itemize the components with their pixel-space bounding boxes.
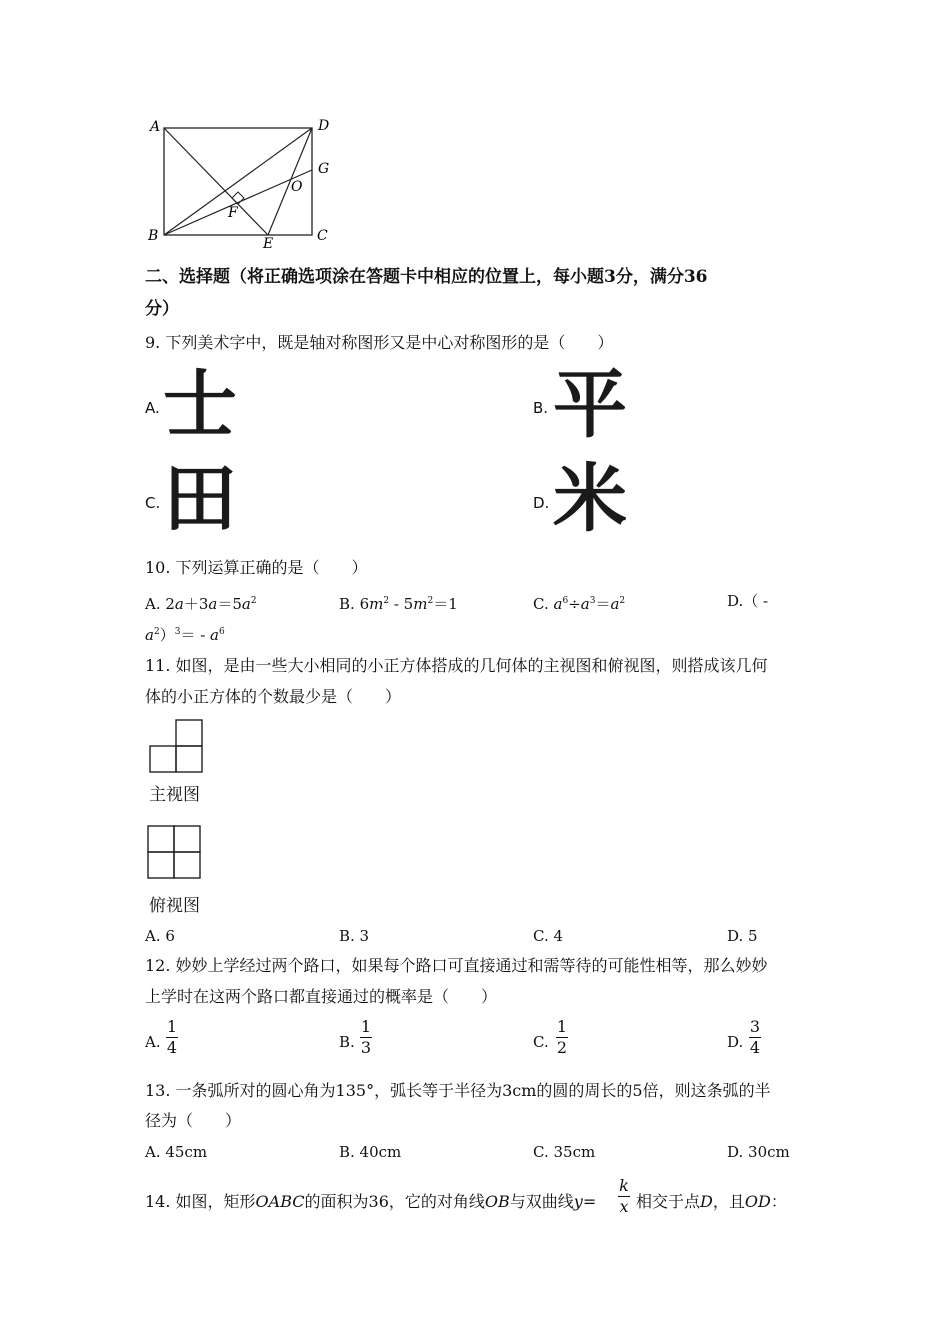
q13-stem-line2: 径为（ ） [145,1111,242,1130]
q9-option-c-label: C. [145,494,161,512]
front-view-figure [148,718,208,776]
q9-option-c-glyph: 田 [163,456,237,542]
label-d: D [318,118,330,134]
q11-option-a: A. 6 [145,927,175,945]
q11-stem-line2: 体的小正方体的个数最少是（ ） [145,687,402,706]
q9-option-d-glyph: 米 [553,456,627,542]
q14-stem-end: 相交于点D，且OD： [636,1192,787,1211]
geometry-figure [140,112,350,252]
top-view-figure [146,824,206,882]
q12-stem-line2: 上学时在这两个路口都直接通过的概率是（ ） [145,987,498,1006]
section-title-line2: 分） [145,299,179,319]
numerator: 1 [166,1017,178,1036]
numerator: k [619,1176,629,1195]
denominator: 4 [749,1038,761,1057]
numerator: 3 [749,1017,761,1036]
q11-option-d: D. 5 [727,927,758,945]
top-view-label: 俯视图 [149,896,200,916]
q12-option-a-label: A. [145,1033,161,1051]
label-c: C [317,228,328,244]
label-o: O [291,179,303,195]
q10-option-d: D.（ - [727,592,769,610]
front-view-label: 主视图 [149,785,200,805]
q9-option-b-glyph: 平 [553,362,627,448]
q12-option-d-label: D. [727,1033,744,1051]
denominator: 4 [166,1038,178,1057]
q12-option-b-fraction [360,1018,372,1057]
q9-option-a-glyph: 士 [163,362,237,448]
q9-option-a-label: A. [145,399,160,417]
q13-stem-line1: 13. 一条弧所对的圆心角为135°，弧长等于半径为3cm的圆的周长的5倍，则这条弧的半 [145,1081,771,1100]
q12-option-c-label: C. [533,1033,549,1051]
denominator: 2 [556,1038,568,1057]
q9-option-b-label: B. [533,399,549,417]
q14-fraction [618,1177,630,1216]
q10-option-c: C. $a^6\div a^3=a^2$ [533,595,626,613]
q13-option-d: D. 30cm [727,1143,790,1161]
q9-option-d-label: D. [533,494,550,512]
q12-option-c-fraction [556,1018,568,1057]
label-a: A [150,119,161,135]
q11-option-b: B. 3 [339,927,370,945]
label-g: G [318,161,330,177]
q12-stem-line1: 12. 妙妙上学经过两个路口，如果每个路口可直接通过和需等待的可能性相等，那么妙妙 [145,956,768,975]
q13-option-a: A. 45cm [145,1143,208,1161]
label-e: E [263,236,274,252]
numerator: 1 [360,1017,372,1036]
q10-option-d-cont: $a^2)^3= - a^6$ [145,626,225,644]
q14-stem: 14. 如图，矩形OABC的面积为36，它的对角线OB与双曲线y= [145,1192,597,1211]
q10-stem: 10. 下列运算正确的是（ ） [145,558,368,577]
section-title-line1: 二、选择题（将正确选项涂在答题卡中相应的位置上，每小题3分，满分36 [145,267,708,287]
q12-option-d-fraction [749,1018,761,1057]
denominator: 3 [360,1038,372,1057]
q10-option-a: A. $2a+3a=5a^2$ [145,595,257,613]
q9-stem: 9. 下列美术字中，既是轴对称图形又是中心对称图形的是（ ） [145,333,614,352]
q10-option-b: B. $6m^2 - 5m^2=1$ [339,595,458,613]
label-f: F [228,205,238,221]
numerator: 1 [556,1017,568,1036]
q11-option-c: C. 4 [533,927,564,945]
denominator: x [619,1197,629,1216]
q13-option-b: B. 40cm [339,1143,402,1161]
label-b: B [148,228,159,244]
q12-option-b-label: B. [339,1033,355,1051]
q12-option-a-fraction [166,1018,178,1057]
q13-option-c: C. 35cm [533,1143,596,1161]
q11-stem-line1: 11. 如图，是由一些大小相同的小正方体搭成的几何体的主视图和俯视图，则搭成该几何 [145,656,768,675]
